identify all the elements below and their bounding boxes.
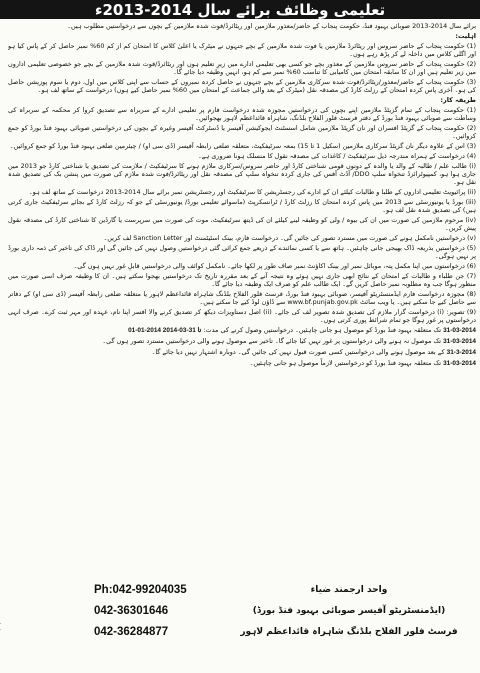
deadline-date: 31-3-2014 [446, 348, 476, 356]
signature-block [224, 580, 474, 643]
eligibility-item: (2) حکومت پنجاب کے حاضر سروس ملازمین کے معذور بچے جو کسی بھی تعلیمی ادارے میں زیرِ تعلیم ہوں اور ریٹائرڈ/فوت شدہ ملازمین کے بچے جو خصوصی تعلیمی اداروں میں زیر تعلیم ہیں اور ان کا سابقہ امتحان میں کامیابی کا تناسب 60% نمبر سے کم ہو، انہیں وظیفہ دیا جائے گا۔ [8, 59, 476, 77]
signatory-title: (ایڈمنسٹریٹو آفیسر صوبائی بہبود فنڈ بورڈ) [252, 606, 446, 616]
document-item: (v) درخواستیں نامکمل ہونے کی صورت میں مسترد تصور کی جائیں گی۔ درخواست فارم، بینک اسٹیٹمنٹ اور Sanction Letter لف کریں۔ [103, 234, 476, 243]
deadline-text: تک متعلقہ بہبود فنڈ بورڈ کو موصول ہو جانی چاہئیں۔ درخواستیں وصول کرنے کی مدت: [203, 326, 442, 335]
procedure-item: (1) حکومت پنجاب کے تمام گزیٹڈ ملازمین اپنے بچوں کی درخواستیں مجوزہ شدہ درخواست فارم پر تعلیمی ادارے کے سربراہ سے تصدیق کروا کر محکمہ کے سربراہ کی وساطت سے صوبائی بہبود فنڈ بورڈ کے دفتر فرسٹ فلور الفلاح بلڈنگ، شاہراہ قائداعظم لاہور بھجوائیں۔ [8, 105, 476, 123]
signatory-name: واحد ارجمند ضیاء [310, 585, 388, 595]
procedure-heading: طریقہ کار: [440, 95, 476, 104]
notice-title: تعلیمی وظائف برائے سال 2014-2013ء [94, 0, 386, 19]
notice-body [8, 22, 476, 669]
document-item: (iv) مرحوم ملازمین کی صورت میں ان کی بیوہ / ولی کو وظیفہ لینے کیلئے ان کی ڈیتھ سرٹیفکیٹ، موت کی صورت میں سرپرست یا گارڈین کا شناختی کارڈ کی مصدقہ نقول پیش کریں۔ [8, 215, 476, 233]
rule-item: (7) جن طلباء و طالبات کے امتحان کے نتائج ابھی جاری نہیں ہوئے وہ نتیجہ آنے کے بعد مقررہ تاریخ تک درخواستیں بھجوا سکتے ہیں۔ ان کا وظیفہ صرف اسی صورت میں منظور ہوگا جب وہ مطلوبہ نمبر حاصل کریں گے۔ ایک طالب علم کو صرف ایک وظیفہ دیا جائے گا۔ [8, 271, 476, 289]
phone-number: 042-36301646 [94, 605, 169, 617]
deadline-text: کے بعد موصول ہونے والی درخواستیں کسی صورت قبول نہیں کی جائیں گی۔ دوبارہ اشتہار نہیں دیا جائے گا۔ [151, 347, 445, 356]
rule-item: (8) مجوزہ درخواست فارم ایڈمنسٹریٹو آفیسر، صوبائی بہبود فنڈ بورڈ، فرسٹ فلور الفلاح بلڈنگ شاہراہ قائداعظم لاہور یا متعلقہ ضلعی رابطہ آفیسر (ڈی سی او) کے دفاتر سے حاصل کیے جا سکتے ہیں۔ یا ویب سائٹ www.bf.punjab.gov.pk سے ڈاؤن لوڈ کیے جا سکتے ہیں۔ [8, 289, 476, 307]
deadline-line [8, 337, 476, 346]
eligibility-item: (3) حکومت پنجاب کے حاضر/معذور/ریٹائرڈ/فوت شدہ سرکاری ملازمین کے بچے جنہوں نے حاصل کردہ نمبروں کے حساب سے اپنی کلاس میں اول، دوم یا سوم پوزیشن حاصل کی ہو۔ آخری پاس کردہ امتحان کے رزلٹ کارڈ کی مصدقہ نقل (میٹرک کے بعد والی جماعت کے امتحان میں 60% نمبر حاصل کیے ہوں) درخواست کے ساتھ لف ہو۔ [8, 77, 476, 95]
deadline-text: تک موصول نہ ہونے والی درخواستوں پر غور نہیں کیا جائے گا۔ تاخیر سے موصول ہونے والی درخواستیں مسترد تصور ہوں گی۔ [102, 336, 442, 345]
rule-item: (9) تصویر: (i) درخواست گزار ملازم کی تصدیق شدہ تصویر لف کی جائے۔ (ii) اصل دستاویزات دیکھ کر تصدیق کرنے والا افسر اپنا نام، عہدہ اور مہر ثبت کرے۔ صرف انہی درخواستوں پر غور ہوگا جو تمام شرائط پوری کرتی ہوں۔ [8, 308, 476, 325]
eligibility-item: (1) حکومت پنجاب کے حاضر سروس اور ریٹائرڈ ملازمین یا فوت شدہ ملازمین کے بچے جنہوں نے میٹرک یا اعلیٰ کلاس کا امتحان کم از کم 60% نمبر حاصل کر کے پاس کیا ہو اور اگلی کلاس میں داخلہ لے کر پڑھ رہے ہوں۔ [8, 41, 476, 58]
document-item: (ii) پرائیویٹ تعلیمی اداروں کے طلبا و طالبات کیلئے ان کے ادارے کی رجسٹریشن کا سرٹیفکیٹ اور رجسٹریشن نمبر برائے سال 2014-2013 درخواست کے ساتھ لف ہو۔ [28, 188, 476, 197]
procedure-item: (4) درخواست کے ہمراہ مندرجہ ذیل سرٹیفکیٹ / کاغذات کی مصدقہ نقول کا منسلک ہونا ضروری ہے۔ [197, 151, 476, 160]
rule-item: (6) درخواستوں میں اپنا مکمل پتہ، موبائل نمبر اور بینک اکاؤنٹ نمبر صاف طور پر لکھا جائے۔ نامکمل کوائف والی درخواستیں قابلِ غور نہیں ہوں گی۔ [73, 262, 476, 270]
eligibility-heading: اہلیت: [455, 31, 476, 40]
deadline-date: 31-03-2014 [443, 359, 476, 367]
procedure-item: (3) اس کے علاوہ دیگر نان گزیٹڈ سرکاری ملازمین (سکیل 1 تا 15) بمعہ سرٹیفکیٹ، متعلقہ ضلعی رابطہ آفیسر (ڈی سی او) / چیئرمین ضلعی بہبود فنڈ بورڈ کو جمع کروائیں۔ [9, 142, 476, 150]
notice-footer [8, 580, 474, 668]
deadline-text: تک متعلقہ بہبود فنڈ بورڈ کو درخواستیں لازماً موصول ہو جانی چاہئیں۔ [249, 358, 442, 367]
phone-numbers [94, 580, 214, 643]
notice-header [0, 0, 480, 19]
deadline-line [8, 326, 476, 335]
deadline-date: 31-03-2014 [443, 327, 476, 335]
phone-number: Ph:042-99204035 [94, 584, 187, 596]
phone-number: 042-36284877 [94, 626, 169, 638]
publication-reference [0, 590, 8, 650]
intro-paragraph: برائے سال 2014-2013 صوبائی بہبود فنڈ، حکومت پنجاب کے حاضر/معذور ملازمین اور ریٹائرڈ/فوت شدہ ملازمین کے بچوں سے درخواستیں مطلوب ہیں۔ [67, 22, 476, 30]
procedure-item: (2) حکومت پنجاب کے گزیٹڈ افسران اور نان گزیٹڈ ملازمین شامل اسسٹنٹ ایجوکیشن آفیسر یا ڈسٹرکٹ آفیسر وغیرہ کے بچوں کی درخواستیں صوبائی بہبود فنڈ بورڈ کو جمع کروائیں۔ [8, 123, 476, 141]
deadline-date: 31-03-2014 [443, 337, 476, 345]
deadline-range: 01-01-2014 تا 31-03-2014 [128, 327, 202, 335]
document-item: (i) طالب علم / طالبہ کے والد یا والدہ کے دونوں قومی شناختی کارڈ اور حاضر سروس/سرکاری ملازم ہونے کا سرٹیفکیٹ / ملازمت کی تصدیق یا شناختی کارڈ جو 2013 میں جاری ہوا ہو، کمپیوٹرائزڈ تنخواہ سلپ DDO/ آڈٹ آفس کی جاری کردہ تنخواہ سلپ کی مصدقہ نقل اور ریٹائرڈ/فوت شدہ ملازم کی صورت میں پنشن بک کی تصدیق شدہ نقل ہو۔ [8, 161, 476, 187]
deadline-line [8, 359, 476, 368]
deadline-line [8, 348, 476, 357]
office-address: فرسٹ فلور الفلاح بلڈنگ شاہراہ قائداعظم لاہور [240, 627, 458, 637]
rule-item: (5) درخواستیں بذریعہ ڈاک بھیجی جانی چاہئیں۔ ہاتھ سے یا کسی نمائندے کے ذریعے جمع کرائی گئی درخواستیں وصول نہیں کی جائیں گی اور ڈاک کی تاخیر کی ذمہ داری بورڈ پر نہیں ہوگی۔ [8, 243, 476, 261]
document-item: (iii) بورڈ یا یونیورسٹی سے 2013 میں پاس کردہ امتحان کا رزلٹ کارڈ / ٹرانسکرپٹ (ماسوائے تعلیمی بورڈ/ یونیورسٹی کے جو کہ رزلٹ کارڈ کے بجائے سرٹیفکیٹ جاری کرتی ہیں) کی تصدیق شدہ نقل لف ہو۔ [8, 197, 476, 215]
